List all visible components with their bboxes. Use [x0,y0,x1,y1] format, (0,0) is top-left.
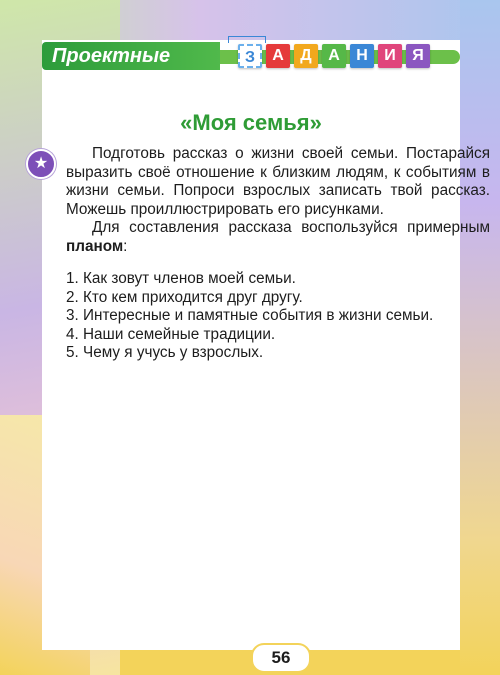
header-letter-tile: Д [294,44,318,68]
header-letter-tile: А [266,44,290,68]
page-title: «Моя семья» [180,110,322,135]
task-paragraph: Подготовь рассказ о жизни своей семьи. Постарайся выразить своё отношение к близким людям, к событиям в жизни семьи. Попроси взрослых записать твой рассказ. Можешь проиллюстрировать его рисунками. [66,145,490,218]
header-letter-tile: И [378,44,402,68]
header-letter-tile: Я [406,44,430,68]
plan-item: 1. Как зовут членов моей семьи. [66,270,296,287]
header-letter-tile: Н [350,44,374,68]
plan-intro [66,219,490,256]
plan-intro-text: Для составления рассказа воспользуйся примерным [92,219,490,236]
header-letter-tile: А [322,44,346,68]
header-letter-tile: З [238,44,262,68]
star-icon: ★ [26,149,56,179]
page-number: 56 [251,643,311,673]
plan-intro-colon: : [123,237,128,255]
header-letter-tiles [238,44,430,68]
plan-item: 3. Интересные и памятные события в жизни семьи. [66,307,434,324]
plan-item: 2. Кто кем приходится друг другу. [66,288,303,306]
plan-list [66,270,490,363]
task-content [66,145,490,363]
plan-item: 5. Чему я учусь у взрослых. [66,344,264,361]
header-label: Проектные [42,42,220,70]
plan-item: 4. Наши семейные традиции. [66,325,276,343]
plan-intro-bold: планом [66,237,124,255]
section-header [42,42,460,72]
ruler-mark-icon [228,36,266,43]
